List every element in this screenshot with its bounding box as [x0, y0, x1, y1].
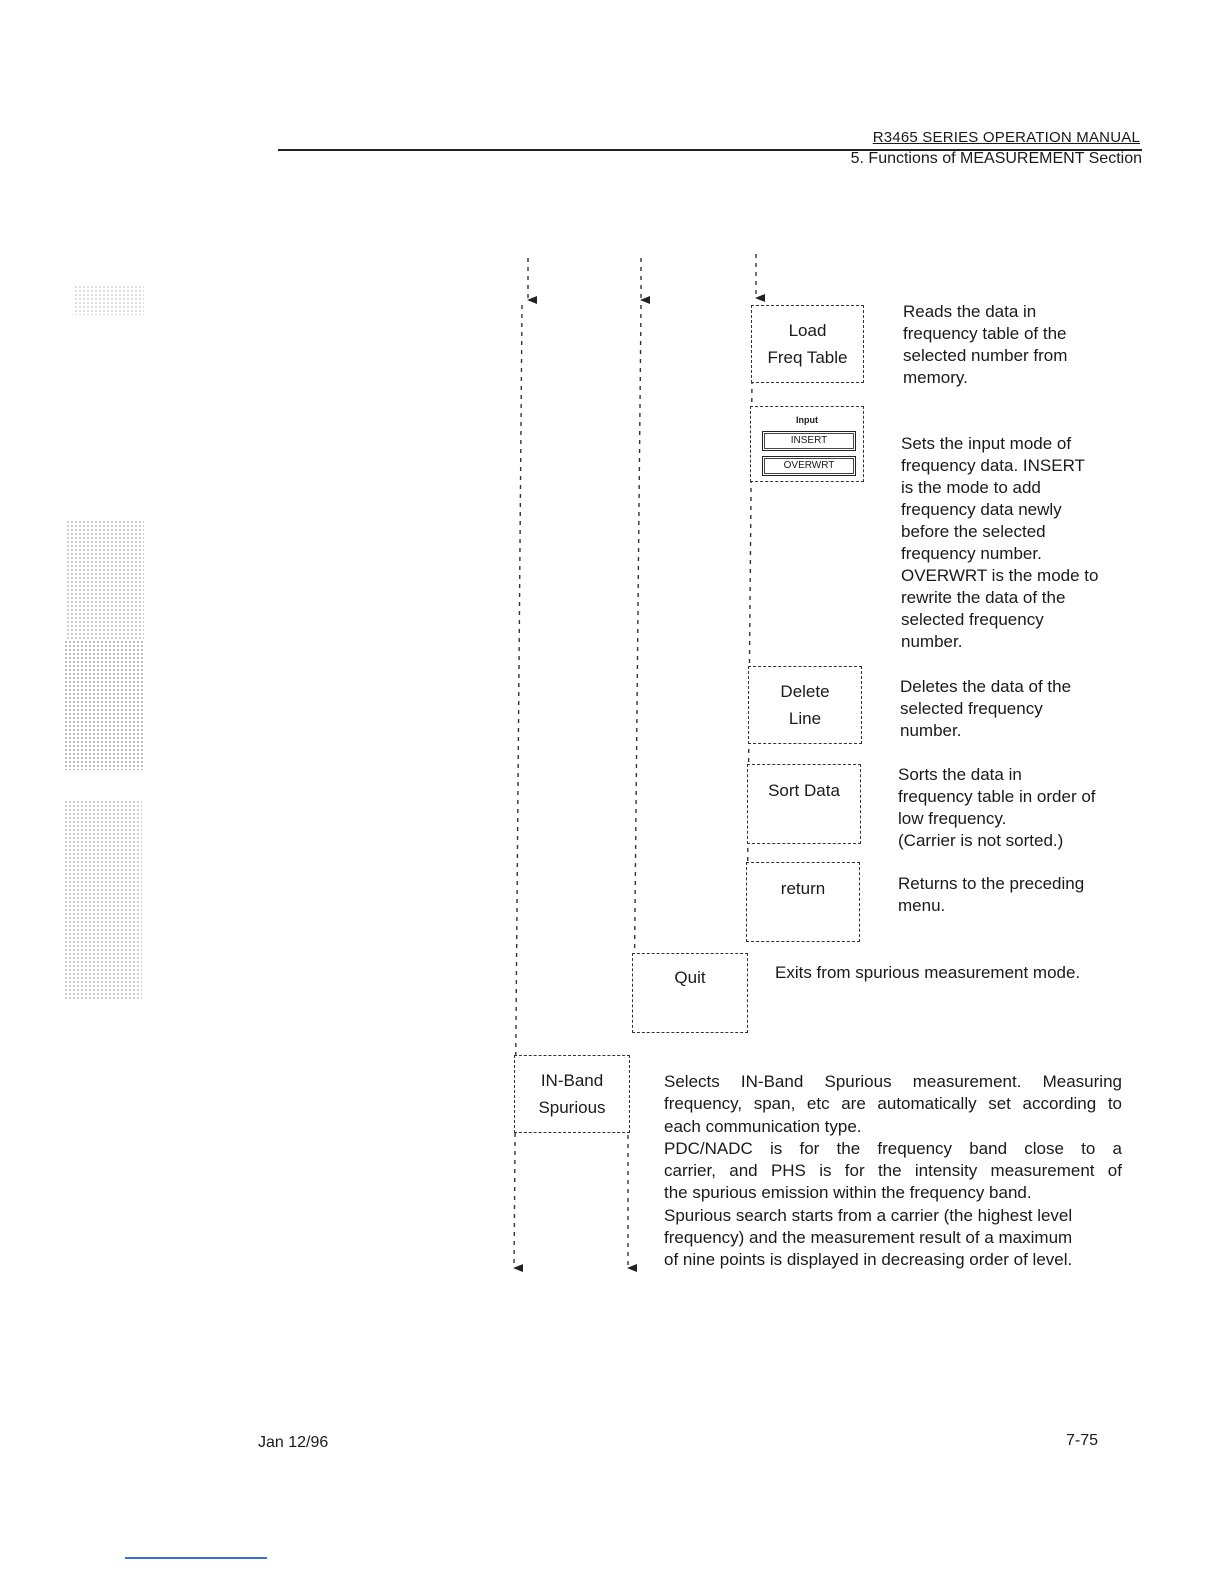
input-description: Sets the input mode of frequency data. INSERT is the mode to add frequency data newly before the selected frequency number. OVERWRT is the mode to rewrite the data of the selected frequency number.: [901, 434, 1099, 651]
overwrt-option[interactable]: OVERWRT: [762, 456, 856, 476]
quit-key[interactable]: [632, 953, 748, 1033]
return-key[interactable]: [746, 862, 860, 942]
manual-title: R3465 SERIES OPERATION MANUAL: [872, 129, 1140, 146]
section-title: 5. Functions of MEASUREMENT Section: [850, 150, 1142, 167]
input-mode-caption: Input: [796, 415, 818, 425]
key-label: Load: [788, 321, 827, 340]
delete-description: Deletes the data of the selected frequency number.: [900, 677, 1072, 740]
load-description: Reads the data in frequency table of the selected number from memory.: [903, 302, 1068, 387]
delete-line-key[interactable]: [748, 666, 862, 744]
key-label: IN-Band: [540, 1071, 604, 1090]
return-description: Returns to the preceding menu.: [898, 874, 1085, 915]
inband-description-line: the spurious emission within the frequency band.: [664, 1183, 1032, 1203]
input-mode-key[interactable]: [750, 406, 864, 482]
key-label: Delete: [780, 682, 830, 701]
inband-description-line: frequency) and the measurement result of a maximum: [664, 1228, 1073, 1248]
key-label: Sort Data: [768, 781, 840, 800]
key-label: Line: [788, 709, 822, 728]
key-label: Freq Table: [767, 348, 848, 367]
key-label: return: [780, 879, 826, 898]
insert-option[interactable]: INSERT: [762, 431, 856, 451]
inband-description-line: carrier, and PHS is for the intensity measurement of: [664, 1161, 1122, 1181]
sort-data-key[interactable]: [747, 764, 861, 844]
inband-description-line: of nine points is displayed in decreasing order of level.: [664, 1250, 1073, 1270]
page-number: 7-75: [1066, 1432, 1099, 1449]
mid-trunk-line: [634, 305, 641, 1012]
inband-description-line: frequency, span, etc are automatically set according to: [664, 1094, 1122, 1114]
inband-description-line: PDC/NADC is for the frequency band close to a: [664, 1138, 1122, 1158]
sort-description: Sorts the data in frequency table in order of low frequency. (Carrier is not sorted.): [898, 765, 1096, 850]
footer-rule: [125, 1557, 267, 1559]
inband-spurious-key[interactable]: [514, 1055, 630, 1133]
key-label: Spurious: [538, 1098, 606, 1117]
load-freq-table-key[interactable]: [751, 305, 864, 383]
inband-description-line: Spurious search starts from a carrier (the highest level: [664, 1205, 1073, 1225]
inband-description-line: each communication type.: [664, 1116, 862, 1136]
key-label: Quit: [674, 968, 706, 987]
inband-description: [664, 1071, 1122, 1272]
quit-description: Exits from spurious measurement mode.: [775, 963, 1081, 982]
footer-date: Jan 12/96: [258, 1434, 329, 1451]
inband-description-line: Selects IN-Band Spurious measurement. Measuring: [664, 1072, 1122, 1091]
